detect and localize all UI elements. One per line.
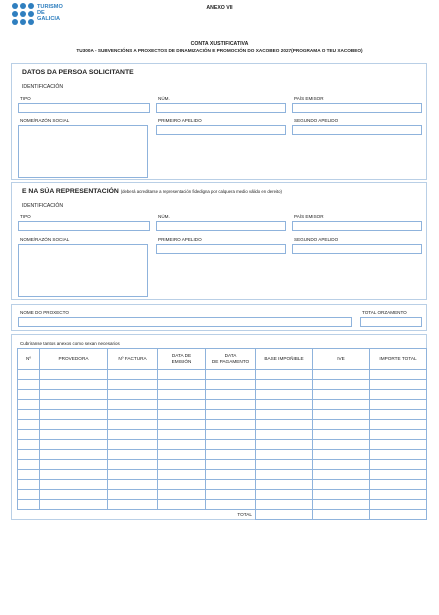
table-cell[interactable] [158, 490, 206, 500]
applicant-name-field[interactable] [18, 125, 148, 178]
table-cell[interactable] [108, 390, 158, 400]
table-row [18, 450, 427, 460]
table-row [18, 380, 427, 390]
table-cell[interactable] [40, 400, 108, 410]
table-cell[interactable] [370, 500, 427, 510]
table-cell[interactable] [206, 420, 256, 430]
table-cell[interactable] [108, 400, 158, 410]
applicant-surname2-field[interactable] [292, 125, 422, 135]
table-row [18, 440, 427, 450]
table-cell[interactable] [108, 460, 158, 470]
table-cell[interactable] [158, 430, 206, 440]
table-cell[interactable] [108, 420, 158, 430]
table-cell[interactable] [40, 390, 108, 400]
applicant-surname1-field[interactable] [156, 125, 286, 135]
table-cell[interactable] [40, 490, 108, 500]
invoices-table-body [18, 370, 427, 510]
column-header: Nº FACTURA [108, 349, 158, 370]
table-cell[interactable] [256, 450, 313, 460]
table-cell[interactable] [206, 460, 256, 470]
total-budget-label: TOTAL ORZAMENTO [362, 310, 407, 315]
invoices-caption: Cubriranse tantos anexos como sexan necesarios [20, 341, 120, 346]
table-cell[interactable] [370, 470, 427, 480]
table-cell[interactable] [18, 430, 40, 440]
table-cell[interactable] [206, 480, 256, 490]
table-row [18, 480, 427, 490]
table-cell[interactable] [370, 370, 427, 380]
table-cell[interactable] [158, 400, 206, 410]
total-amount-cell[interactable] [370, 510, 427, 520]
table-cell[interactable] [40, 380, 108, 390]
applicant-surname1-label: PRIMEIRO APELIDO [158, 118, 202, 123]
table-row [18, 500, 427, 510]
total-vat-cell[interactable] [313, 510, 370, 520]
table-cell[interactable] [256, 470, 313, 480]
table-cell[interactable] [206, 400, 256, 410]
table-cell[interactable] [206, 470, 256, 480]
table-cell[interactable] [313, 490, 370, 500]
applicant-type-field[interactable] [18, 103, 150, 113]
representative-number-label: NÚM. [158, 214, 170, 219]
table-cell[interactable] [108, 430, 158, 440]
table-row [18, 390, 427, 400]
table-cell[interactable] [108, 440, 158, 450]
table-cell[interactable] [108, 500, 158, 510]
representative-type-label: TIPO [20, 214, 31, 219]
annex-number: ANEXO VII [206, 5, 233, 11]
representative-surname2-field[interactable] [292, 244, 422, 254]
table-cell[interactable] [256, 410, 313, 420]
table-cell[interactable] [40, 440, 108, 450]
logo-wordmark: TURISMO DE GALICIA [37, 4, 63, 23]
table-cell[interactable] [370, 390, 427, 400]
table-cell[interactable] [40, 450, 108, 460]
table-cell[interactable] [313, 420, 370, 430]
total-label: TOTAL [237, 512, 252, 518]
table-cell[interactable] [256, 460, 313, 470]
table-cell[interactable] [370, 460, 427, 470]
representative-name-field[interactable] [18, 244, 148, 297]
table-cell[interactable] [18, 440, 40, 450]
applicant-section-title: DATOS DA PERSOA SOLICITANTE [22, 69, 134, 76]
table-cell[interactable] [158, 380, 206, 390]
representative-name-label: NOME/RAZÓN SOCIAL [20, 237, 70, 242]
table-cell[interactable] [108, 470, 158, 480]
representative-number-field[interactable] [156, 221, 286, 231]
applicant-type-label: TIPO [20, 96, 31, 101]
total-base-cell[interactable] [256, 510, 313, 520]
table-cell[interactable] [18, 490, 40, 500]
table-cell[interactable] [40, 500, 108, 510]
table-cell[interactable] [18, 460, 40, 470]
table-cell[interactable] [158, 460, 206, 470]
column-header: IVE [313, 349, 370, 370]
table-cell[interactable] [206, 430, 256, 440]
table-cell[interactable] [18, 410, 40, 420]
column-header: DATA DE EMISIÓN [158, 349, 206, 370]
table-cell[interactable] [108, 450, 158, 460]
invoices-total-row [18, 510, 427, 520]
table-row [18, 460, 427, 470]
applicant-number-field[interactable] [156, 103, 286, 113]
table-cell[interactable] [108, 380, 158, 390]
column-header: Nº [18, 349, 40, 370]
table-cell[interactable] [370, 380, 427, 390]
table-cell[interactable] [158, 500, 206, 510]
table-cell[interactable] [256, 430, 313, 440]
representative-country-field[interactable] [292, 221, 422, 231]
table-cell[interactable] [256, 490, 313, 500]
table-cell[interactable] [206, 440, 256, 450]
representative-note: (deberá acreditarse a representación fidedigna por calquera medio válido en dereito) [120, 189, 282, 194]
table-cell[interactable] [370, 430, 427, 440]
table-cell[interactable] [206, 390, 256, 400]
table-cell[interactable] [256, 480, 313, 490]
table-cell[interactable] [18, 500, 40, 510]
applicant-surname2-label: SEGUNDO APELIDO [294, 118, 339, 123]
table-cell[interactable] [313, 460, 370, 470]
table-cell[interactable] [313, 390, 370, 400]
project-name-field[interactable] [18, 317, 352, 327]
table-cell[interactable] [256, 390, 313, 400]
table-cell[interactable] [158, 450, 206, 460]
table-cell[interactable] [40, 420, 108, 430]
table-cell[interactable] [18, 420, 40, 430]
table-row [18, 490, 427, 500]
table-cell[interactable] [313, 440, 370, 450]
table-cell[interactable] [18, 380, 40, 390]
project-section [11, 304, 427, 331]
column-header: BASE IMPOÑIBLE [256, 349, 313, 370]
project-name-label: NOME DO PROXECTO [20, 310, 69, 315]
table-cell[interactable] [18, 370, 40, 380]
table-cell[interactable] [40, 460, 108, 470]
table-cell[interactable] [158, 480, 206, 490]
table-cell[interactable] [40, 430, 108, 440]
representative-surname1-field[interactable] [156, 244, 286, 254]
table-row [18, 400, 427, 410]
table-cell[interactable] [313, 380, 370, 390]
table-cell[interactable] [370, 440, 427, 450]
table-cell[interactable] [158, 470, 206, 480]
total-budget-field[interactable] [360, 317, 422, 327]
table-cell[interactable] [18, 480, 40, 490]
table-cell[interactable] [370, 480, 427, 490]
applicant-identification-heading: IDENTIFICACIÓN [22, 84, 64, 90]
table-row [18, 410, 427, 420]
document-subtitle: TU300A - SUBVENCIÓNS A PROXECTOS DE DINAMIZACIÓN E PROMOCIÓN DO XACOBEO 2027(PROGRAMA O TEU XACOBEO) [76, 48, 363, 53]
table-cell[interactable] [40, 470, 108, 480]
table-cell[interactable] [108, 480, 158, 490]
representative-identification-heading: IDENTIFICACIÓN [22, 203, 64, 209]
table-cell[interactable] [256, 370, 313, 380]
table-cell[interactable] [206, 450, 256, 460]
table-cell[interactable] [158, 420, 206, 430]
table-cell[interactable] [370, 450, 427, 460]
applicant-section [11, 63, 427, 180]
table-cell[interactable] [256, 380, 313, 390]
table-cell[interactable] [313, 470, 370, 480]
table-cell[interactable] [18, 400, 40, 410]
table-cell[interactable] [206, 410, 256, 420]
table-row [18, 370, 427, 380]
table-cell[interactable] [370, 410, 427, 420]
representative-section-title [22, 188, 282, 195]
table-cell[interactable] [256, 420, 313, 430]
table-cell[interactable] [40, 480, 108, 490]
table-cell[interactable] [370, 490, 427, 500]
table-cell[interactable] [40, 410, 108, 420]
invoices-table [17, 348, 427, 520]
table-cell[interactable] [206, 370, 256, 380]
table-cell[interactable] [108, 370, 158, 380]
table-cell[interactable] [158, 440, 206, 450]
table-cell[interactable] [206, 500, 256, 510]
invoices-section [11, 334, 427, 520]
representative-surname1-label: PRIMEIRO APELIDO [158, 237, 202, 242]
table-cell[interactable] [108, 410, 158, 420]
representative-surname2-label: SEGUNDO APELIDO [294, 237, 339, 242]
table-cell[interactable] [158, 390, 206, 400]
table-cell[interactable] [158, 410, 206, 420]
table-cell[interactable] [370, 420, 427, 430]
table-cell[interactable] [313, 400, 370, 410]
column-header: DATA DE PAGAMENTO [206, 349, 256, 370]
table-cell[interactable] [18, 390, 40, 400]
column-header: PROVEDORA [40, 349, 108, 370]
table-cell[interactable] [158, 370, 206, 380]
table-cell[interactable] [256, 440, 313, 450]
representative-title-text: E NA SÚA REPRESENTACIÓN [22, 188, 119, 195]
table-cell[interactable] [256, 400, 313, 410]
table-cell[interactable] [40, 370, 108, 380]
applicant-name-label: NOME/RAZÓN SOCIAL [20, 118, 70, 123]
invoices-header-row [18, 349, 427, 370]
document-title: CONTA XUSTIFICATIVA [190, 41, 249, 47]
representative-country-label: PAÍS EMISOR [294, 214, 324, 219]
table-cell[interactable] [313, 450, 370, 460]
table-cell[interactable] [108, 490, 158, 500]
applicant-number-label: NÚM. [158, 96, 170, 101]
table-cell[interactable] [18, 470, 40, 480]
table-cell[interactable] [313, 430, 370, 440]
representative-type-field[interactable] [18, 221, 150, 231]
column-header: IMPORTE TOTAL [370, 349, 427, 370]
table-cell[interactable] [370, 400, 427, 410]
table-cell[interactable] [206, 490, 256, 500]
table-cell[interactable] [313, 500, 370, 510]
table-row [18, 420, 427, 430]
table-row [18, 430, 427, 440]
table-cell[interactable] [313, 480, 370, 490]
table-cell[interactable] [313, 370, 370, 380]
table-cell[interactable] [256, 500, 313, 510]
applicant-country-field[interactable] [292, 103, 422, 113]
representative-section [11, 182, 427, 300]
table-cell[interactable] [18, 450, 40, 460]
table-cell[interactable] [313, 410, 370, 420]
table-row [18, 470, 427, 480]
applicant-country-label: PAÍS EMISOR [294, 96, 324, 101]
table-cell[interactable] [206, 380, 256, 390]
